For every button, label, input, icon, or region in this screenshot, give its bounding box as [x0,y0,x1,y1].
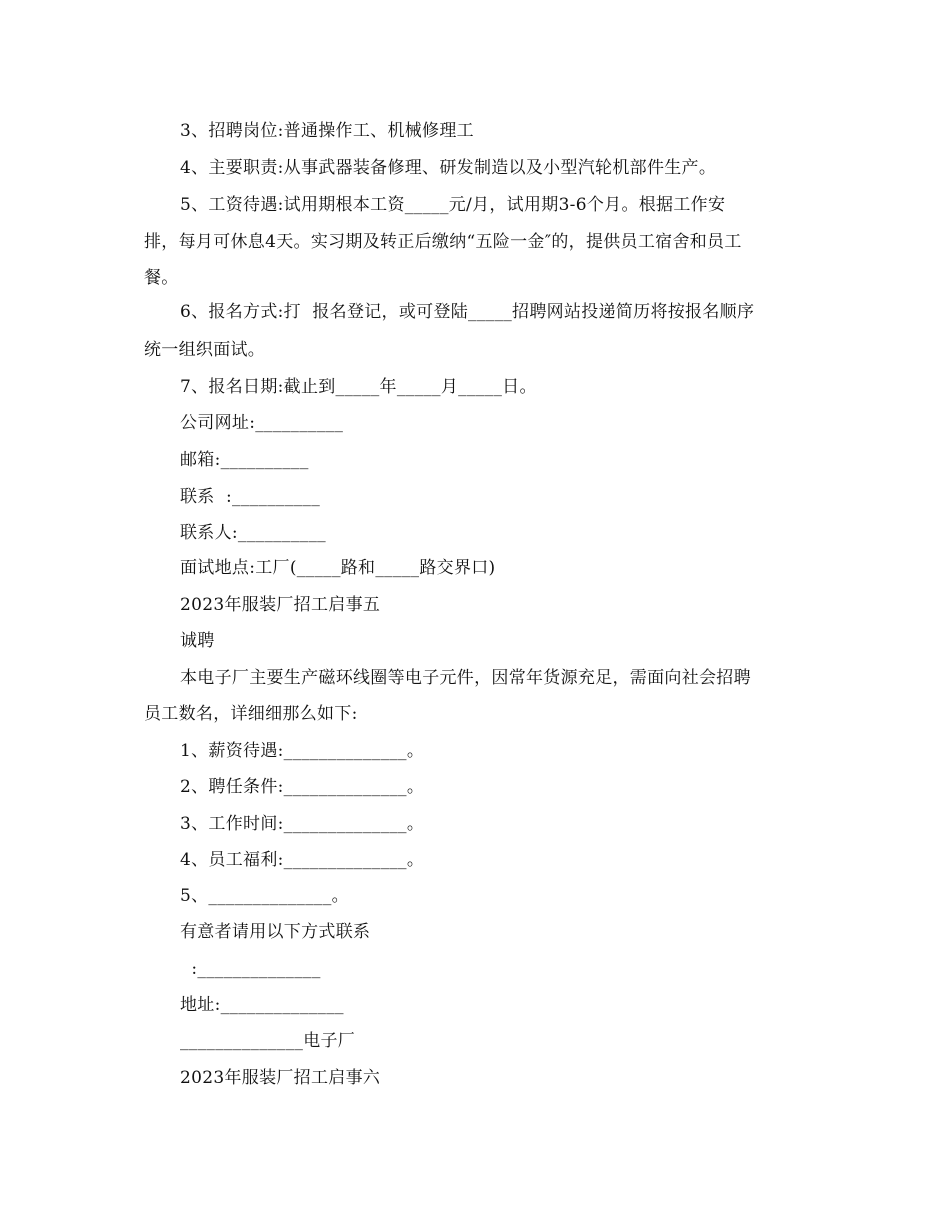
text-line-salary: 5、工资待遇:试用期根本工资_____元/月，试用期3-6个月。根据工作安 [180,195,726,215]
text-line-website: 公司网址:__________ [180,413,344,433]
text-line-contact-person: 联系人:__________ [180,523,326,543]
text-line-welfare: 4、员工福利:______________。 [180,850,425,870]
text-line-recruit-position: 3、招聘岗位:普通操作工、机械修理工 [180,121,474,141]
text-line-factory-name: ______________电子厂 [180,1031,356,1051]
text-line-sincere-hire: 诚聘 [180,631,215,651]
text-line-intro: 本电子厂主要生产磁环线圈等电子元件，因常年货源充足，需面向社会招聘 [180,668,751,688]
text-line-salary-cont-1: 排，每月可休息4天。实习期及转正后缴纳“五险一金″的，提供员工宿舍和员工 [144,232,742,252]
text-line-interview-place: 面试地点:工厂(_____路和_____路交界口) [180,558,496,578]
text-line-address: 地址:______________ [180,995,344,1015]
text-line-apply-date: 7、报名日期:截止到_____年_____月_____日。 [180,377,537,397]
text-line-contact-prompt: 有意者请用以下方式联系 [180,922,371,942]
text-line-duties: 4、主要职责:从事武器装备修理、研发制造以及小型汽轮机部件生产。 [180,158,717,178]
text-line-apply-method: 6、报名方式:打 报名登记，或可登陆_____招聘网站投递简历将按报名顺序 [180,302,755,322]
text-line-hours: 3、工作时间:______________。 [180,814,425,834]
text-line-conditions: 2、聘任条件:______________。 [180,777,425,797]
text-line-apply-method-cont: 统一组织面试。 [144,340,266,360]
text-line-salary-cont-2: 餐。 [144,268,179,288]
text-line-contact: 联系 :__________ [180,487,321,507]
section-heading-five: 2023年服装厂招工启事五 [180,595,381,615]
text-line-pay: 1、薪资待遇:______________。 [180,741,425,761]
text-line-intro-cont: 员工数名，详细细那么如下: [144,704,358,724]
text-line-email: 邮箱:__________ [180,450,309,470]
text-line-phone: :______________ [180,959,321,979]
section-heading-six: 2023年服装厂招工启事六 [180,1068,381,1088]
text-line-item-five: 5、______________。 [180,886,349,906]
